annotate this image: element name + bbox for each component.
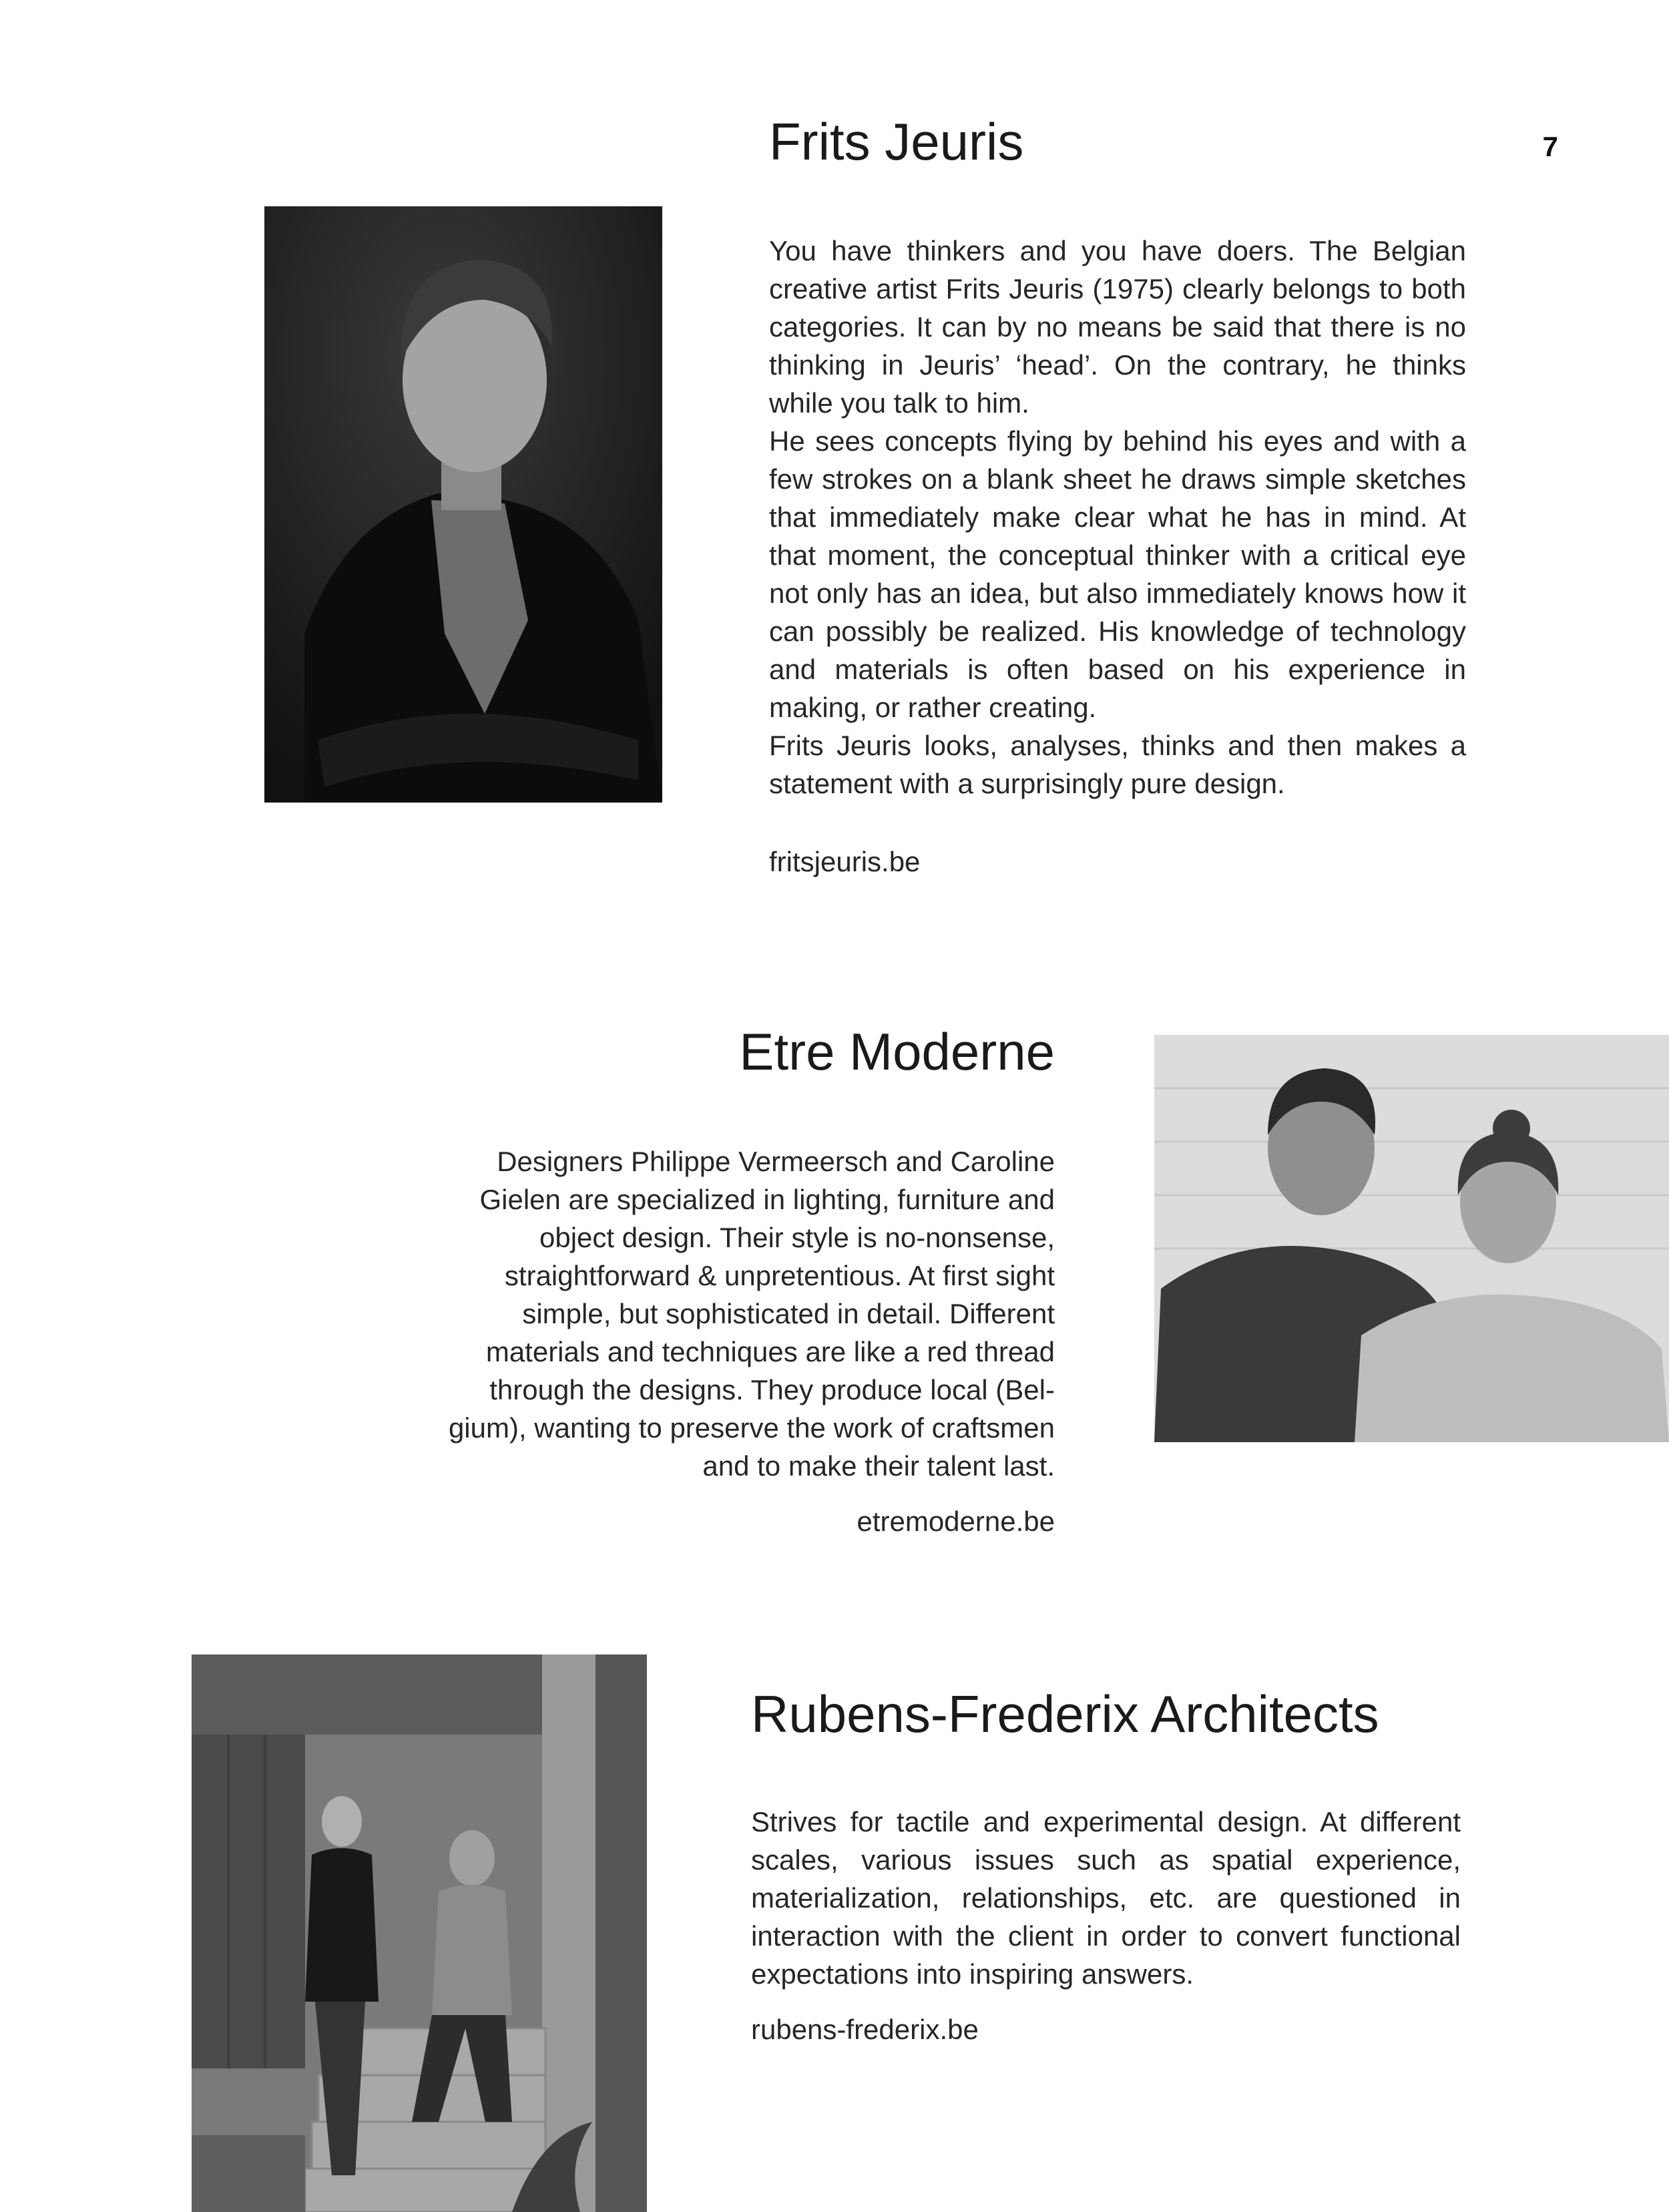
portrait-photo-etre-moderne [1154, 1035, 1669, 1442]
website-link-frits-jeuris[interactable]: fritsjeuris.be [769, 846, 921, 877]
bio-frits-jeuris [769, 232, 1466, 803]
section-title-frits-jeuris: Frits Jeuris [769, 112, 1024, 171]
portrait-photo-frits-jeuris [264, 206, 662, 803]
bio-paragraph: You have thinkers and you have doers. The Belgian creative artist Frits Jeuris (1975) clearly belongs to both categories. It can by no means be said that there is no thinking in Jeuris’ ‘head’. On the contrary, he thinks while you talk to him. [769, 235, 1466, 419]
page-number: 7 [1542, 131, 1558, 162]
section-title-rubens-frederix: Rubens-Frederix Architects [751, 1685, 1379, 1743]
portrait-photo-rubens-frederix [192, 1654, 647, 2212]
bio-rubens-frederix [751, 1803, 1461, 1993]
bio-paragraph: Frits Jeuris looks, analyses, thinks and then makes a statement with a surprisingly pure design. [769, 730, 1466, 799]
bio-etre-moderne [434, 1142, 1055, 1485]
section-title-etre-moderne: Etre Moderne [739, 1022, 1055, 1081]
bio-paragraph: Strives for tactile and experimental design. At different scales, various issues such as spatial experience, materialization, relationships, etc. are questioned in interaction with the client in order to convert functional expectations into inspiring answers. [751, 1806, 1461, 1990]
bio-paragraph: Designers Philippe Vermeersch and Caroline Gielen are specialized in lighting, furniture and object design. Their style is no-nonsense, straightforward & unpretentious. At first sight simple, but sophisticated in detail. Different materials and techniques are like a red thread through the designs. They produce local (Belgium), wanting to preserve the work of craftsmen and to make their talent last. [448, 1146, 1055, 1482]
website-link-etre-moderne[interactable]: etremoderne.be [857, 1506, 1055, 1537]
bio-paragraph: He sees concepts flying by behind his eyes and with a few strokes on a blank sheet he draws simple sketches that immediately make clear what he has in mind. At that moment, the conceptual thinker with a critical eye not only has an idea, but also immediately knows how it can possibly be realized. His knowledge of technology and materials is often based on his experience in making, or rather creating. [769, 425, 1466, 723]
website-link-rubens-frederix[interactable]: rubens-frederix.be [751, 2014, 979, 2045]
